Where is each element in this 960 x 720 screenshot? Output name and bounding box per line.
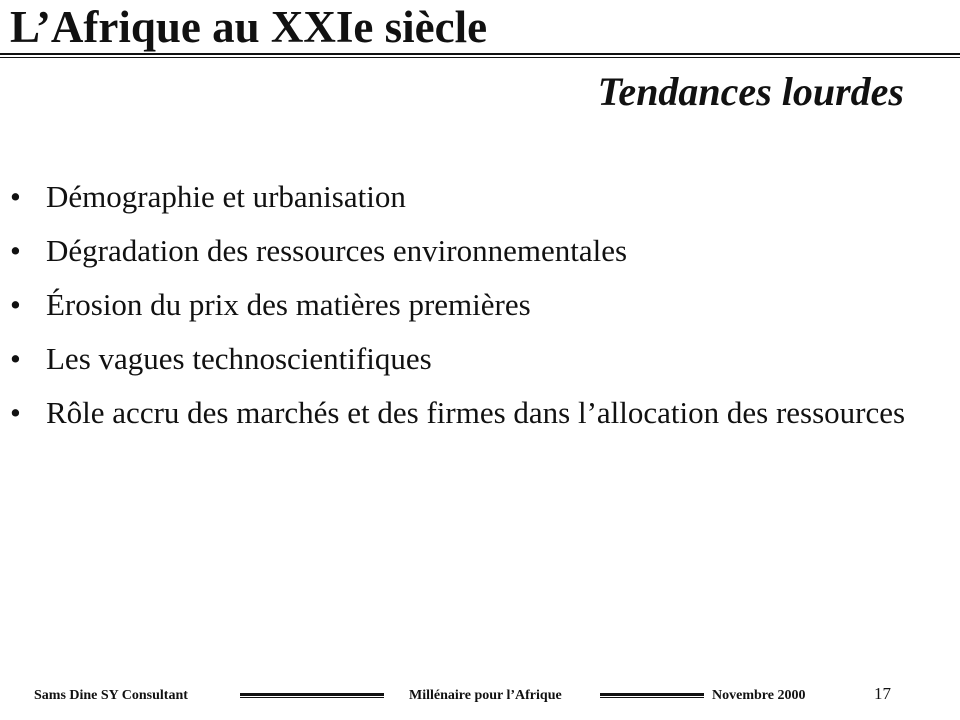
bullet-icon: •: [10, 395, 21, 430]
bullet-icon: •: [10, 179, 21, 214]
slide-title: L’Afrique au XXIe siècle: [10, 4, 495, 51]
bullet-item-demographie: [10, 176, 930, 217]
footer-date: Novembre 2000: [712, 688, 806, 703]
bullet-list: [10, 176, 930, 446]
bullet-text: Démographie et urbanisation: [46, 179, 406, 214]
bullet-icon: •: [10, 287, 21, 322]
footer-author: Sams Dine SY Consultant: [34, 688, 188, 703]
bullet-icon: •: [10, 233, 21, 268]
page-number: 17: [874, 684, 891, 703]
title-underline: [0, 53, 960, 58]
slide-subtitle: Tendances lourdes: [597, 69, 904, 114]
bullet-item-erosion: [10, 284, 930, 325]
bullet-item-degradation: [10, 230, 930, 271]
footer-divider-right: [600, 693, 704, 698]
slide-footer: [0, 686, 960, 708]
bullet-icon: •: [10, 341, 21, 376]
footer-event: Millénaire pour l’Afrique: [409, 688, 562, 703]
bullet-item-role-marches: [10, 392, 930, 433]
bullet-text: Rôle accru des marchés et des firmes dans l’allocation des ressources: [46, 395, 906, 430]
bullet-item-vagues: [10, 338, 930, 379]
bullet-text: Les vagues technoscientifiques: [46, 341, 432, 376]
footer-divider-left: [240, 693, 384, 698]
bullet-text: Érosion du prix des matières premières: [46, 287, 531, 322]
bullet-text: Dégradation des ressources environnementales: [46, 233, 628, 268]
